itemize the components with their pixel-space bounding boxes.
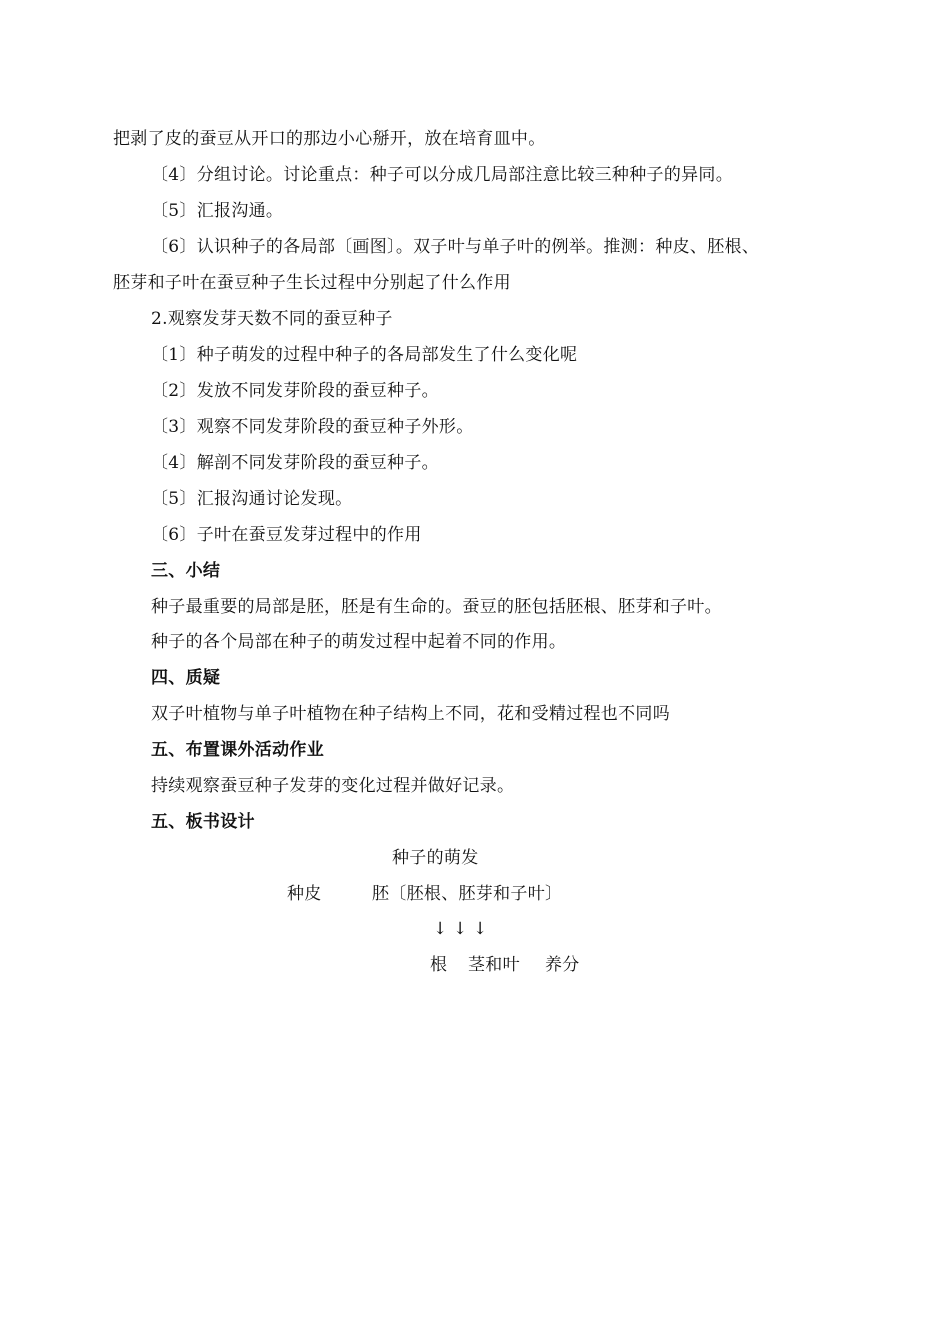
step-item: 〔1〕种子萌发的过程中种子的各局部发生了什么变化呢 xyxy=(151,345,578,365)
step-item: 〔6〕子叶在蚕豆发芽过程中的作用 xyxy=(151,525,422,545)
board-seed-coat: 种皮 xyxy=(287,884,322,904)
down-arrow-icon: ↓ xyxy=(473,919,488,939)
paragraph-line: 把剥了皮的蚕豆从开口的那边小心掰开，放在培育皿中。 xyxy=(113,129,546,149)
step-item: 〔2〕发放不同发芽阶段的蚕豆种子。 xyxy=(151,381,439,401)
step-discussion: 〔4〕分组讨论。讨论重点：种子可以分成几局部注意比较三种种子的异同。 xyxy=(151,165,734,185)
question-heading: 四、质疑 xyxy=(151,668,221,688)
homework-heading: 五、布置课外活动作业 xyxy=(151,740,324,760)
section-subtitle: 2.观察发芽天数不同的蚕豆种子 xyxy=(151,309,393,329)
board-nutrient: 养分 xyxy=(545,955,580,975)
summary-heading: 三、小结 xyxy=(151,561,221,581)
board-stem-leaf: 茎和叶 xyxy=(468,955,520,975)
homework-paragraph: 持续观察蚕豆种子发芽的变化过程并做好记录。 xyxy=(151,776,515,796)
step-report: 〔5〕汇报沟通。 xyxy=(151,201,284,221)
board-root: 根 xyxy=(430,955,448,975)
step-identify-parts: 〔6〕认识种子的各局部〔画图〕。双子叶与单子叶的例举。推测：种皮、胚根、 xyxy=(151,237,760,257)
board-embryo: 胚〔胚根、胚芽和子叶〕 xyxy=(372,884,563,904)
board-title: 种子的萌发 xyxy=(392,848,479,868)
board-arrows xyxy=(433,918,493,940)
summary-paragraph: 种子的各个局部在种子的萌发过程中起着不同的作用。 xyxy=(151,632,567,652)
down-arrow-icon: ↓ xyxy=(433,919,448,939)
summary-paragraph: 种子最重要的局部是胚，胚是有生命的。蚕豆的胚包括胚根、胚芽和子叶。 xyxy=(151,597,722,617)
question-paragraph: 双子叶植物与单子叶植物在种子结构上不同，花和受精过程也不同吗 xyxy=(151,704,670,724)
down-arrow-icon: ↓ xyxy=(453,919,468,939)
paragraph-line: 胚芽和子叶在蚕豆种子生长过程中分别起了什么作用 xyxy=(113,273,511,293)
step-item: 〔5〕汇报沟通讨论发现。 xyxy=(151,489,353,509)
step-item: 〔3〕观察不同发芽阶段的蚕豆种子外形。 xyxy=(151,417,474,437)
step-item: 〔4〕解剖不同发芽阶段的蚕豆种子。 xyxy=(151,453,439,473)
board-heading: 五、板书设计 xyxy=(151,812,255,832)
